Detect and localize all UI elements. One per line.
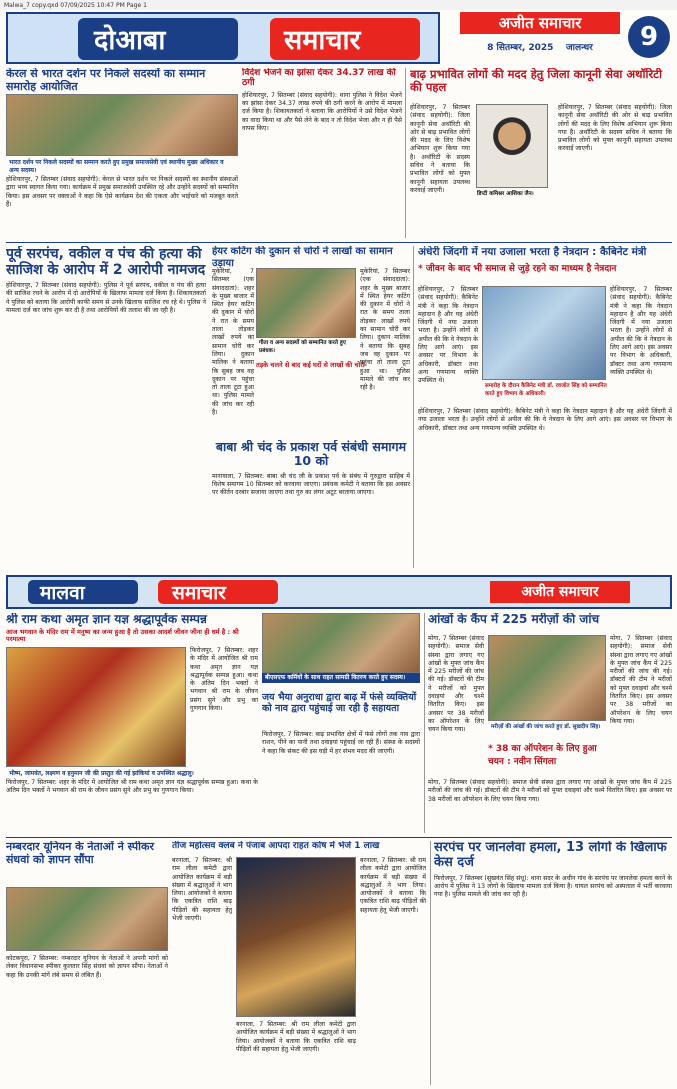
story-ram-katha: [6, 613, 258, 833]
story-body: फिरोजपुर, 7 सितम्बर: शहर के मंदिर में आयोजित श्री राम कथा अमृत ज्ञान यज्ञ श्रद्धापूर्वक सम्पन्न हुआ। कथा के अंतिम दिन भक्तों ने भगवान श्री राम के जीवन प्रसंग सुने और प्रभु का गुणगान किया।: [190, 647, 258, 713]
print-slug: Malwa_7 copy.qxd 07/09/2025 10:47 PM Page 1: [0, 0, 677, 10]
official-portrait: [476, 104, 548, 188]
photo: [482, 286, 606, 380]
headline: श्री राम कथा अमृत ज्ञान यज्ञ श्रद्धापूर्वक सम्पन्न: [6, 613, 207, 626]
story-body: होशियारपुर, 7 सितम्बर (संवाद सहयोगी): थाना पुलिस ने विदेश भेजने का झांसा देकर 34.37 लाख रुपये की ठगी करने के आरोप में मामला दर्ज किया है। शिकायतकर्ता ने बताया कि आरोपियों ने उसे विदेश भेजने का वादा किया था और पैसे लेने के बाद न तो विदेश भेजा और न ही पैसे वापस किए।: [242, 91, 402, 132]
photo: [236, 857, 356, 1017]
story-flood-relief: [262, 613, 420, 833]
photo: [256, 268, 356, 338]
story-body-side: मोगा, 7 सितम्बर (संवाद सहयोगी): समाज सेवी संस्था द्वारा लगाए गए आंखों के मुफ्त जांच कैंप में 225 मरीजों की जांच की गई। डॉक्टरों की टीम ने मरीजों को मुफ्त दवाइयां और चश्मे वितरित किए। इस अवसर पर 38 मरीजों का ऑपरेशन के लिए चयन किया गया।: [610, 635, 672, 725]
section-title-word1: मालवा: [40, 582, 85, 604]
photo-caption: बीएसएफ कर्मियों के साथ राहत सामग्री वितरण करते हुए सदस्य।: [262, 673, 420, 683]
issue-city: जालन्धर: [566, 43, 593, 53]
photo: [6, 94, 238, 156]
headline: जय भैया अनुराधा द्वारा बाढ़ में फंसे व्यक्तियों को नाव द्वारा पहुंचाई जा रही है सहायता: [262, 692, 417, 714]
story-body-continued: मुकेरियां, 7 सितम्बर (एक संवाददाता): शहर के मुख्य बाजार में स्थित हेयर कटिंग की दुकान में चोरों ने रात के समय ताला तोड़कर लाखों रुपये का सामान चोरी कर लिया। दुकान मालिक ने बताया कि सुबह जब वह दुकान पर पहुंचा तो ताला टूटा हुआ था। पुलिस मामले की जांच कर रही है।: [360, 268, 410, 392]
photo: [262, 613, 420, 673]
photo-caption: गीता व अन्य सदस्यों को सम्मानित करते हुए प्रबंधक।: [259, 340, 346, 354]
photo: [6, 887, 168, 951]
newspaper-brand: अजीत समाचार: [460, 12, 620, 34]
story-body: बरनाला, 7 सितम्बर: श्री राम लीला कमेटी द्वारा आयोजित कार्यक्रम में बड़ी संख्या में श्रद्धालुओं ने भाग लिया। आयोजकों ने बताया कि एकत्रित राशि बाढ़ पीड़ितों की सहायता हेतु भेजी जाएगी।: [172, 857, 232, 923]
story-body: होशियारपुर, 7 सितम्बर (संवाद सहयोगी): पुलिस ने पूर्व सरपंच, वकील व पंच की हत्या की साजिश रचने के आरोप में दो आरोपियों के खिलाफ मामला दर्ज किया है। शिकायतकर्ता ने पुलिस को बताया कि आरोपी काफी समय से उनके खिलाफ साजिश रच रहे थे। पुलिस ने मामला दर्ज कर जांच शुरू कर दी है तथा आरोपियों की तलाश की जा रही है।: [6, 282, 206, 315]
story-body: मोगा, 7 सितम्बर (संवाद सहयोगी): समाज सेवी संस्था द्वारा लगाए गए आंखों के मुफ्त जांच कैंप में 225 मरीजों की जांच की गई। डॉक्टरों की टीम ने मरीजों को मुफ्त दवाइयां और चश्मे वितरित किए। इस अवसर पर 38 मरीजों का ऑपरेशन के लिए चयन किया गया।: [428, 635, 484, 734]
story-flood-legal-aid: [410, 68, 672, 238]
photo-caption: भारत दर्शन पर निकले सदस्यों का सम्मान करते हुए प्रमुख समाजसेवी एवं स्थानीय मुख्य अधिकार व अन्य सदस्य।: [9, 159, 224, 174]
story-shop-theft: [212, 246, 410, 436]
story-body: मानावाला, 7 सितम्बर: बाबा श्री चंद जी के प्रकाश पर्व के संबंध में गुरुद्वारा साहिब में विशेष समागम 10 सितम्बर को करवाया जाएगा। प्रबंधक कमेटी ने बताया कि इस अवसर पर कीर्तन दरबार सजाया जाएगा तथा गुरु का लंगर अटूट बरताया जाएगा।: [212, 472, 410, 497]
sub-headline: आज भगवान के मंदिर राम में मनुष्य का जन्म हुआ है तो उसका आदर्श जीवन जीना ही धर्म है : श्री परमात्मा: [6, 627, 239, 644]
story-murder-conspiracy: [6, 246, 206, 568]
story-body: कोटकपूरा, 7 सितम्बर: नम्बरदार यूनियन के नेताओं ने अपनी मांगों को लेकर विधानसभा स्पीकर कुलतार सिंह संधवां को ज्ञापन सौंपा। नेताओं ने कहा कि उनकी मांगें लंबे समय से लंबित हैं।: [6, 955, 168, 979]
story-visa-fraud: [242, 68, 402, 238]
row-divider: [6, 242, 672, 243]
headline: आंखों के कैंप में 225 मरीज़ों की जांच: [428, 613, 600, 626]
story-body-continued: फिरोजपुर, 7 सितम्बर: शहर के मंदिर में आयोजित श्री राम कथा अमृत ज्ञान यज्ञ श्रद्धापूर्वक सम्पन्न हुआ। कथा के अंतिम दिन भक्तों ने भगवान श्री राम के जीवन प्रसंग सुने और प्रभु का गुणगान किया।: [6, 779, 258, 795]
column-divider: [430, 841, 431, 1085]
story-body-continued: होशियारपुर, 7 सितम्बर (संवाद सहयोगी): कैबिनेट मंत्री ने कहा कि नेत्रदान महादान है और यह अंधेरी जिंदगी में नया उजाला भरता है। उन्होंने लोगों से अपील की कि वे नेत्रदान के लिए आगे आएं। इस अवसर पर विभाग के अधिकारी, डॉक्टर तथा अन्य गणमान्य व्यक्ति उपस्थित थे।: [418, 408, 672, 432]
column-divider: [405, 68, 406, 238]
story-eye-camp: [428, 613, 672, 833]
photo-caption: समारोह के दौरान कैबिनेट मंत्री डॉ. रवजोत सिंह को सम्मानित करते हुए विभाग के अधिकारी।: [485, 383, 607, 397]
photo: [488, 635, 606, 721]
headline: बाबा श्री चंद के प्रकाश पर्व संबंधी समागम 10 को: [215, 440, 407, 469]
dateline: [460, 40, 620, 53]
headline: सरपंच पर जानलेवा हमला, 13 लोगों के खिलाफ केस दर्ज: [434, 841, 667, 870]
headline: विदेश भेजने का झांसा देकर 34.37 लाख की ठगी: [242, 68, 396, 89]
headline: नम्बरदार यूनियन के नेताओं ने स्पीकर संधवां को ज्ञापन सौंपा: [6, 841, 154, 866]
story-body: होशियारपुर, 7 सितम्बर (संवाद सहयोगी): कैबिनेट मंत्री ने कहा कि नेत्रदान महादान है और यह अंधेरी जिंदगी में नया उजाला भरता है। उन्होंने लोगों से अपील की कि वे नेत्रदान के लिए आगे आएं। इस अवसर पर विभाग के अधिकारी, डॉक्टर तथा अन्य गणमान्य व्यक्ति उपस्थित थे।: [418, 286, 478, 385]
story-ramlila-event: [172, 841, 426, 1085]
story-numberdar-union: [6, 841, 168, 1085]
column-divider: [424, 613, 425, 833]
photo-caption: भीष्म, जामवंत, लक्ष्मण व हनुमान जी की प्रस्तुत की गई झांकियां व उपस्थित श्रद्धालु।: [9, 770, 194, 777]
story-eye-donation: [418, 246, 672, 568]
story-body-continued: मोगा, 7 सितम्बर (संवाद सहयोगी): समाज सेवी संस्था द्वारा लगाए गए आंखों के मुफ्त जांच कैंप में 225 मरीजों की जांच की गई। डॉक्टरों की टीम ने मरीजों को मुफ्त दवाइयां और चश्मे वितरित किए। इस अवसर पर 38 मरीजों का ऑपरेशन के लिए चयन किया गया।: [428, 779, 672, 803]
story-body-continued: होशियारपुर, 7 सितम्बर (संवाद सहयोगी): जिला कानूनी सेवा अथॉरिटी की ओर से बाढ़ प्रभावित लोगों की मदद के लिए विशेष अभियान शुरू किया गया है। अथॉरिटी के सदस्य सचिव ने बताया कि प्रभावित लोगों को मुफ्त कानूनी सहायता उपलब्ध करवाई जाएगी।: [558, 104, 672, 153]
story-body: होशियारपुर, 7 सितम्बर (संवाद सहयोगी): जिला कानूनी सेवा अथॉरिटी की ओर से बाढ़ प्रभावित लोगों की मदद के लिए विशेष अभियान शुरू किया गया है। अथॉरिटी के सदस्य सचिव ने बताया कि प्रभावित लोगों को मुफ्त कानूनी सहायता उपलब्ध करवाई जाएगी।: [410, 104, 470, 194]
pull-quote: * जीवन के बाद भी समाज से जुड़े रहने का माध्यम है नेत्रदान: [418, 264, 617, 275]
story-body: मुकेरियां, 7 सितम्बर (एक संवाददाता): शहर के मुख्य बाजार में स्थित हेयर कटिंग की दुकान में चोरों ने रात के समय ताला तोड़कर लाखों रुपये का सामान चोरी कर लिया। दुकान मालिक ने बताया कि सुबह जब वह दुकान पर पहुंचा तो ताला टूटा हुआ था। पुलिस मामले की जांच कर रही है।: [212, 268, 254, 417]
page-number: 9: [628, 16, 670, 58]
issue-date: 8 सितम्बर, 2025: [487, 43, 554, 53]
story-body-continued: बरनाला, 7 सितम्बर: श्री राम लीला कमेटी द्वारा आयोजित कार्यक्रम में बड़ी संख्या में श्रद्धालुओं ने भाग लिया। आयोजकों ने बताया कि एकत्रित राशि बाढ़ पीड़ितों की सहायता हेतु भेजी जाएगी।: [236, 1021, 356, 1053]
headline: पूर्व सरपंच, वकील व पंच की हत्या की साजिश के आरोप में 2 आरोपी नामजद: [6, 246, 206, 279]
pull-quote: * 38 का ऑपरेशन के लिए हुआ चयन : नवीन सिंगला: [488, 744, 597, 767]
portrait-caption: डिप्टी कमिश्नर आशिका जैन।: [477, 191, 534, 197]
headline: अंधेरी जिंदगी में नया उजाला भरता है नेत्रदान : कैबिनेट मंत्री: [418, 246, 647, 258]
photo: [6, 647, 186, 767]
section-title-word1: दोआबा: [94, 25, 166, 56]
headline: हेयर कटिंग की दुकान से चोरों ने लाखों का सामान उड़ाया: [212, 246, 393, 269]
headline: बाढ़ प्रभावित लोगों की मदद हेतु जिला कानूनी सेवा अथॉरिटी की पहल: [410, 68, 662, 95]
column-divider: [413, 246, 414, 568]
malwa-section-banner: [6, 575, 672, 609]
story-sarpanch-attack: [434, 841, 672, 1085]
story-body-side: होशियारपुर, 7 सितम्बर (संवाद सहयोगी): कैबिनेट मंत्री ने कहा कि नेत्रदान महादान है और यह अंधेरी जिंदगी में नया उजाला भरता है। उन्होंने लोगों से अपील की कि वे नेत्रदान के लिए आगे आएं। इस अवसर पर विभाग के अधिकारी, डॉक्टर तथा अन्य गणमान्य व्यक्ति उपस्थित थे।: [610, 286, 672, 376]
story-body: फिरोजपुर, 7 सितम्बर: बाढ़ प्रभावित क्षेत्रों में फंसे लोगों तक नाव द्वारा राशन, पीने का पानी तथा दवाइयां पहुंचाई जा रही हैं। संस्था के सदस्यों ने कहा कि संकट की इस घड़ी में हर संभव मदद की जाएगी।: [262, 731, 420, 755]
story-kerala: [6, 68, 238, 238]
sub-headline: तड़के चलने से बाद कई घरों से लाखों की चोरी: [256, 361, 365, 369]
photo-caption: मरीज़ों की आंखों की जांच करते हुए डॉ. सुखदीप सिंह।: [491, 724, 601, 730]
headline: तीज महोत्सव क्लब ने पंजाब आपदा राहत कोष में भेजे 1 लाख: [172, 841, 380, 851]
headline: केरल से भारत दर्शन पर निकले सदस्यों का सम्मान समारोह आयोजित: [6, 68, 206, 93]
story-body: होशियारपुर, 7 सितम्बर (संवाद सहयोगी): केरल से भारत दर्शन पर निकले सदस्यों का स्थानीय संस्थाओं द्वारा भव्य स्वागत किया गया। कार्यक्रम में प्रमुख समाजसेवी उपस्थित रहे और उन्होंने सदस्यों को सम्मानित किया। इस अवसर पर वक्ताओं ने कहा कि ऐसे कार्यक्रम देश की एकता और भाईचारे को मजबूत करते हैं।: [6, 176, 238, 208]
section-title-word2: समाचार: [284, 25, 361, 56]
section-title-word2: समाचार: [172, 582, 226, 604]
doaba-section-banner: [6, 12, 440, 64]
story-body: फिरोजपुर, 7 सितम्बर (सुखवंत सिंह संधू): थाना सदर के अधीन गांव के सरपंच पर जानलेवा हमला करने के आरोप में पुलिस ने 13 लोगों के खिलाफ मामला दर्ज किया है। घायल सरपंच को अस्पताल में भर्ती करवाया गया है। पुलिस मामले की जांच कर रही है।: [434, 874, 672, 899]
story-baba-shri-chand: [212, 440, 410, 568]
masthead-right: [446, 12, 672, 64]
row-divider: [6, 837, 672, 838]
newspaper-brand: अजीत समाचार: [490, 581, 630, 603]
story-body-side: बरनाला, 7 सितम्बर: श्री राम लीला कमेटी द्वारा आयोजित कार्यक्रम में बड़ी संख्या में श्रद्धालुओं ने भाग लिया। आयोजकों ने बताया कि एकत्रित राशि बाढ़ पीड़ितों की सहायता हेतु भेजी जाएगी।: [360, 857, 426, 914]
